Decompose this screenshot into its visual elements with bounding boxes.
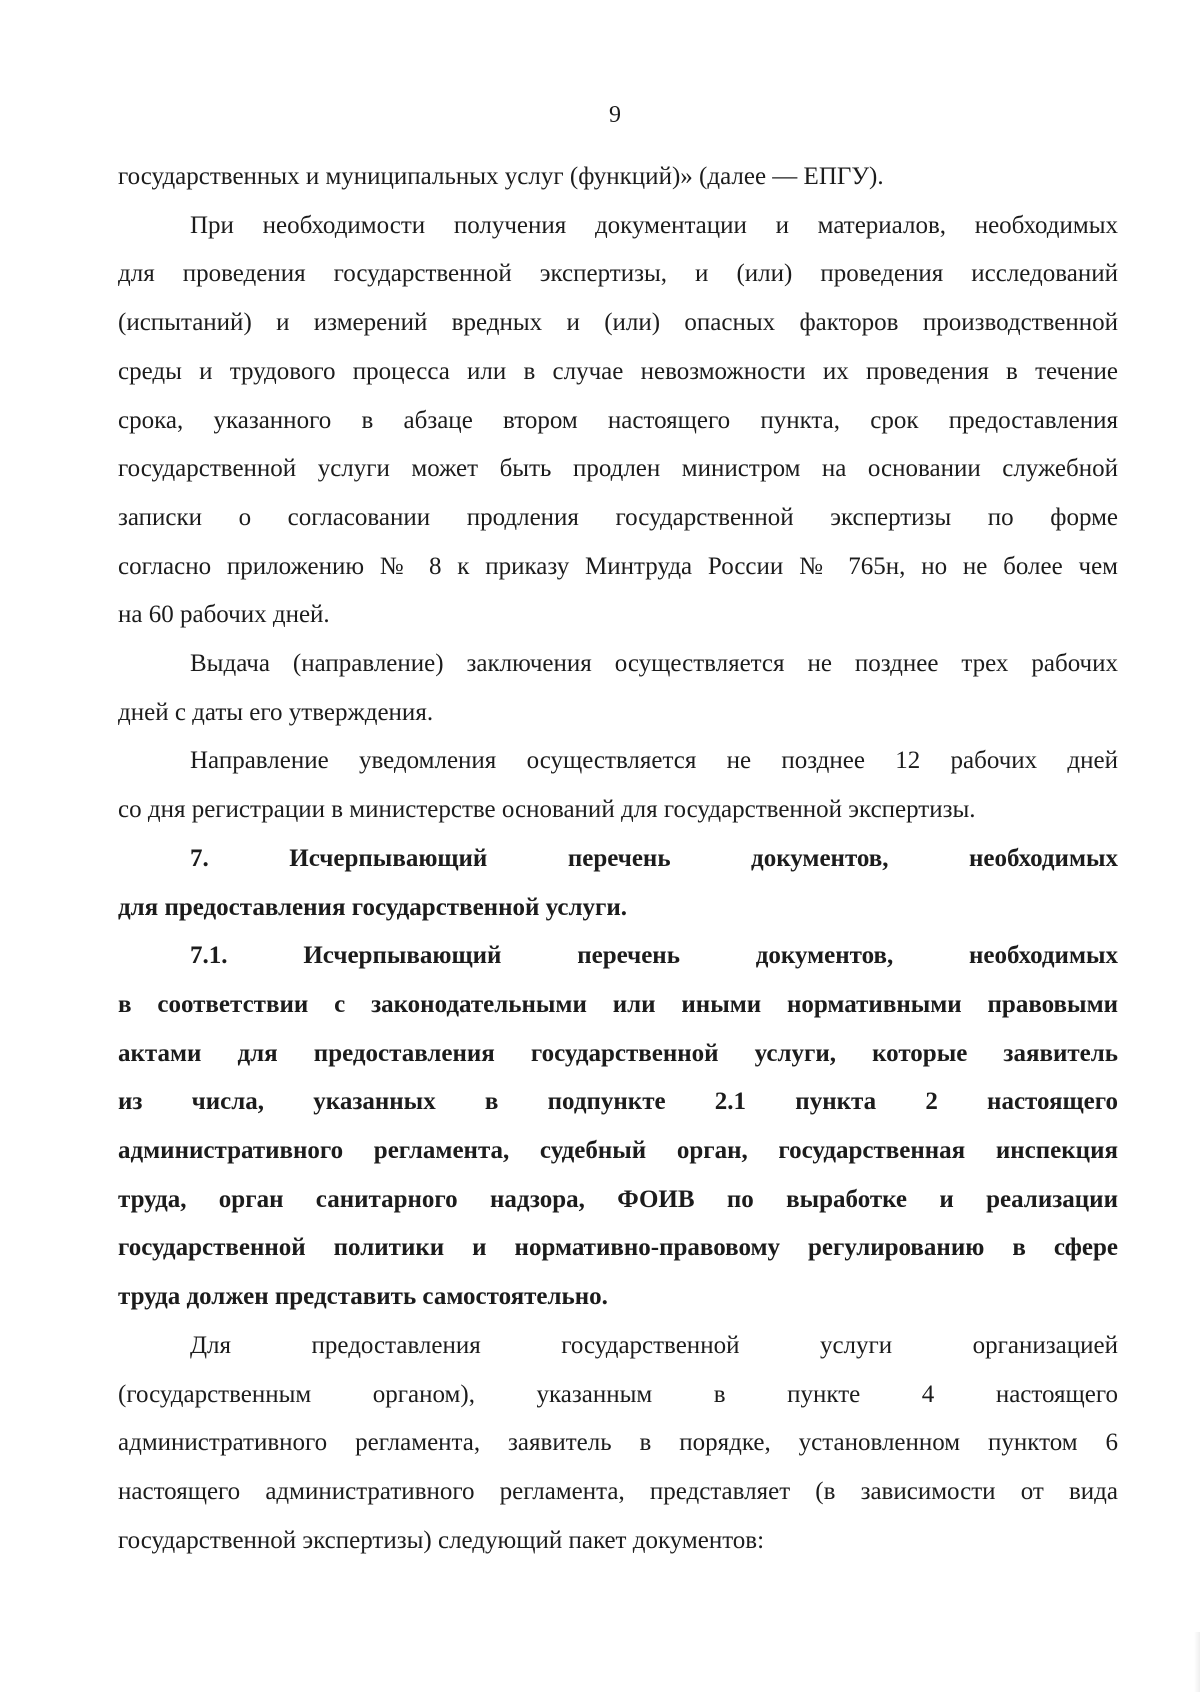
scan-edge-shadow (1194, 1632, 1200, 1692)
paragraph-epgu-continuation (118, 153, 1118, 202)
section-heading-7 (118, 835, 1118, 932)
text-line: для проведения государственной экспертизы, и (или) проведения исследований (118, 260, 1118, 288)
heading-line: административного регламента, судебный орган, государственная инспекция (118, 1137, 1118, 1165)
page-number: 9 (609, 102, 621, 128)
text-line: со дня регистрации в министерстве оснований для государственной экспертизы. (118, 796, 976, 824)
text-line: При необходимости получения документации и материалов, необходимых (190, 211, 1118, 239)
heading-line: для предоставления государственной услуги. (118, 893, 627, 921)
heading-line: в соответствии с законодательными или иными нормативными правовыми (118, 990, 1118, 1018)
text-line: на 60 рабочих дней. (118, 601, 330, 629)
text-line: государственных и муниципальных услуг (функций)» (далее — ЕПГУ). (118, 163, 884, 190)
text-line: дней с даты его утверждения. (118, 698, 434, 726)
text-line: записки о согласовании продления государственной экспертизы по форме (118, 503, 1118, 531)
text-line: Направление уведомления осуществляется не позднее 12 рабочих дней (190, 747, 1118, 775)
text-line: Выдача (направление) заключения осуществляется не позднее трех рабочих (190, 650, 1118, 678)
paragraph-notification (118, 737, 1118, 834)
heading-line: труда, орган санитарного надзора, ФОИВ по выработке и реализации (118, 1185, 1118, 1213)
text-line: (испытаний) и измерений вредных и (или) опасных факторов производственной (118, 309, 1118, 337)
text-line: государственной экспертизы) следующий пакет документов: (118, 1526, 765, 1554)
text-line: Для предоставления государственной услуги организацией (190, 1331, 1118, 1359)
paragraph-conclusion-issue (118, 640, 1118, 737)
section-heading-7-1 (118, 932, 1118, 1322)
heading-line: из числа, указанных в подпункте 2.1 пункта 2 настоящего (118, 1088, 1118, 1116)
heading-line: 7. Исчерпывающий перечень документов, необходимых (190, 844, 1118, 872)
text-line: согласно приложению № 8 к приказу Минтруда России № 765н, но не более чем (118, 552, 1118, 580)
text-line: настоящего административного регламента, представляет (в зависимости от вида (118, 1477, 1118, 1505)
heading-line: 7.1. Исчерпывающий перечень документов, необходимых (190, 942, 1118, 970)
text-line: среды и трудового процесса или в случае невозможности их проведения в течение (118, 357, 1118, 385)
paragraph-document-package (118, 1322, 1118, 1566)
paragraph-extension-term (118, 202, 1118, 640)
heading-line: актами для предоставления государственной услуги, которые заявитель (118, 1039, 1118, 1067)
heading-line: труда должен представить самостоятельно. (118, 1283, 608, 1311)
document-body (118, 153, 1118, 1565)
heading-line: государственной политики и нормативно-правовому регулированию в сфере (118, 1234, 1118, 1262)
text-line: срока, указанного в абзаце втором настоящего пункта, срок предоставления (118, 406, 1118, 434)
text-line: административного регламента, заявитель в порядке, установленном пунктом 6 (118, 1429, 1118, 1457)
text-line: государственной услуги может быть продлен министром на основании служебной (118, 455, 1118, 483)
text-line: (государственным органом), указанным в пункте 4 настоящего (118, 1380, 1118, 1408)
